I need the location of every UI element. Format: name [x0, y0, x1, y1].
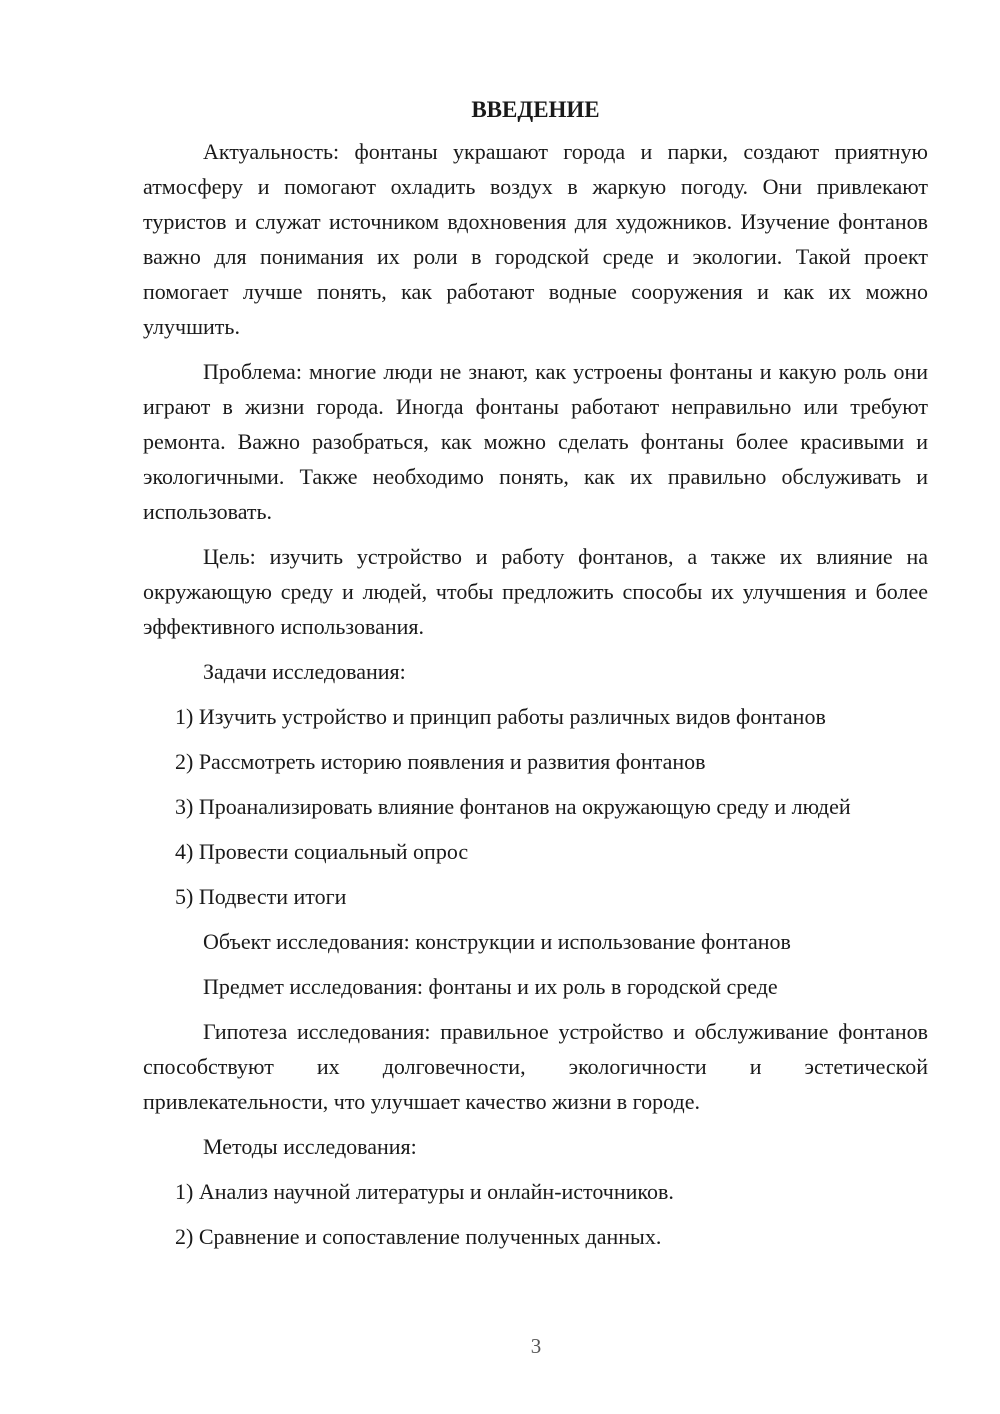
task-item-5: 5) Подвести итоги [175, 884, 347, 909]
section-title: ВВЕДЕНИЕ [471, 97, 600, 122]
goal-paragraph: Цель: изучить устройство и работу фонтанов, а также их влияние на окружающую среду и людей, чтобы предложить способы их улучшения и более эффективного использования. [143, 544, 928, 639]
task-item-1: 1) Изучить устройство и принцип работы различных видов фонтанов [175, 704, 826, 729]
task-item-3: 3) Проанализировать влияние фонтанов на окружающую среду и людей [175, 794, 851, 819]
hypothesis-paragraph: Гипотеза исследования: правильное устройство и обслуживание фонтанов способствуют их долговечности, экологичности и эстетической привлекательности, что улучшает качество жизни в городе. [143, 1019, 928, 1114]
task-item-4: 4) Провести социальный опрос [175, 839, 469, 864]
method-item-2: 2) Сравнение и сопоставление полученных данных. [175, 1224, 662, 1249]
subject-paragraph: Предмет исследования: фонтаны и их роль в городской среде [203, 974, 778, 999]
method-item-1: 1) Анализ научной литературы и онлайн-источников. [175, 1179, 674, 1204]
relevance-paragraph: Актуальность: фонтаны украшают города и парки, создают приятную атмосферу и помогают охладить воздух в жаркую погоду. Они привлекают туристов и служат источником вдохновения для художников. Изучение фонтанов важно для понимания их роли в городской среде и экологии. Такой проект помогает лучше понять, как работают водные сооружения и как их можно улучшить. [143, 139, 928, 339]
tasks-heading: Задачи исследования: [203, 659, 406, 684]
problem-paragraph: Проблема: многие люди не знают, как устроены фонтаны и какую роль они играют в жизни города. Иногда фонтаны работают неправильно или требуют ремонта. Важно разобраться, как можно сделать фонтаны более красивыми и экологичными. Также необходимо понять, как их правильно обслуживать и использовать. [143, 359, 928, 524]
task-item-2: 2) Рассмотреть историю появления и развития фонтанов [175, 749, 706, 774]
object-paragraph: Объект исследования: конструкции и использование фонтанов [203, 929, 791, 954]
page-number: 3 [530, 1334, 542, 1358]
document-body [143, 92, 928, 1264]
methods-heading: Методы исследования: [203, 1134, 417, 1159]
